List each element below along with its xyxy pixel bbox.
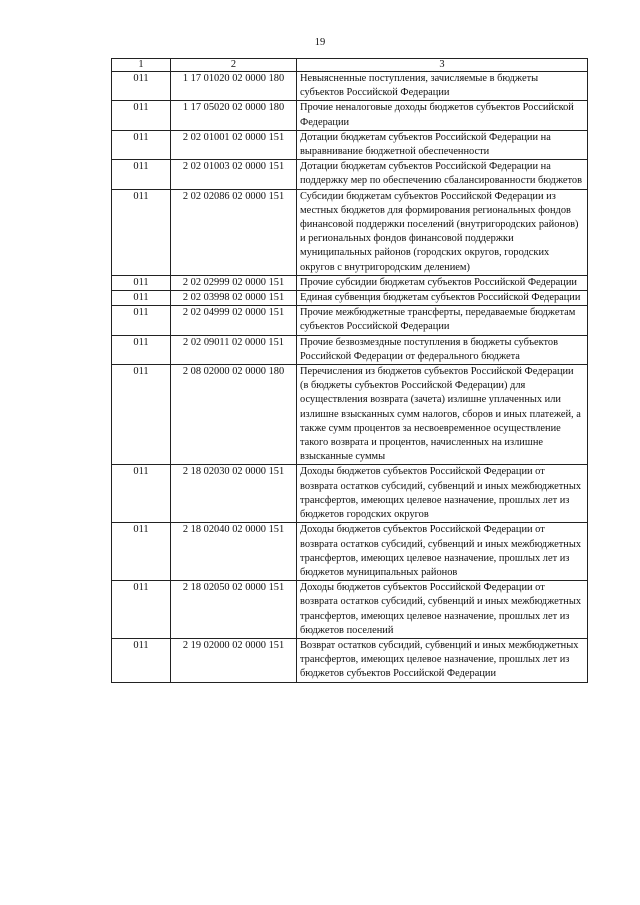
column-header-3: 3 bbox=[297, 59, 588, 72]
budget-code-cell: 2 02 01001 02 0000 151 bbox=[171, 130, 297, 159]
admin-code-cell: 011 bbox=[112, 365, 171, 465]
table-body bbox=[112, 72, 588, 683]
admin-code-cell: 011 bbox=[112, 160, 171, 189]
budget-code-cell: 2 02 02086 02 0000 151 bbox=[171, 189, 297, 275]
revenue-name-cell: Единая субвенция бюджетам субъектов Российской Федерации bbox=[297, 291, 588, 306]
column-header-1: 1 bbox=[112, 59, 171, 72]
revenue-name-cell: Прочие безвозмездные поступления в бюджеты субъектов Российской Федерации от федерального бюджета bbox=[297, 335, 588, 364]
revenue-codes-table bbox=[111, 58, 588, 683]
revenue-name-cell: Возврат остатков субсидий, субвенций и иных межбюджетных трансфертов, имеющих целевое назначение, прошлых лет из бюджетов субъектов Российской Федерации bbox=[297, 638, 588, 682]
budget-code-cell: 2 02 04999 02 0000 151 bbox=[171, 306, 297, 335]
admin-code-cell: 011 bbox=[112, 291, 171, 306]
table-header-row bbox=[112, 59, 588, 72]
revenue-name-cell: Перечисления из бюджетов субъектов Российской Федерации (в бюджеты субъектов Российской Федерации) для осуществления возврата (зачета) излишне уплаченных или излишне взысканных сумм налогов, сборов и иных платежей, а также сумм процентов за несвоевременное осуществление такого возврата и процентов, начисленных на излишне взысканные суммы bbox=[297, 365, 588, 465]
table-row bbox=[112, 189, 588, 275]
table-row bbox=[112, 291, 588, 306]
table-row bbox=[112, 72, 588, 101]
admin-code-cell: 011 bbox=[112, 130, 171, 159]
revenue-name-cell: Прочие межбюджетные трансферты, передаваемые бюджетам субъектов Российской Федерации bbox=[297, 306, 588, 335]
revenue-name-cell: Дотации бюджетам субъектов Российской Федерации на поддержку мер по обеспечению сбалансированности бюджетов bbox=[297, 160, 588, 189]
admin-code-cell: 011 bbox=[112, 189, 171, 275]
revenue-name-cell: Доходы бюджетов субъектов Российской Федерации от возврата остатков субсидий, субвенций и иных межбюджетных трансфертов, имеющих целевое назначение, прошлых лет из бюджетов поселений bbox=[297, 581, 588, 639]
page-number: 19 bbox=[314, 37, 326, 48]
admin-code-cell: 011 bbox=[112, 638, 171, 682]
revenue-name-cell: Невыясненные поступления, зачисляемые в бюджеты субъектов Российской Федерации bbox=[297, 72, 588, 101]
admin-code-cell: 011 bbox=[112, 335, 171, 364]
budget-code-cell: 2 02 09011 02 0000 151 bbox=[171, 335, 297, 364]
table-row bbox=[112, 306, 588, 335]
revenue-name-cell: Дотации бюджетам субъектов Российской Федерации на выравнивание бюджетной обеспеченности bbox=[297, 130, 588, 159]
admin-code-cell: 011 bbox=[112, 523, 171, 581]
budget-code-cell: 2 18 02030 02 0000 151 bbox=[171, 465, 297, 523]
table-row bbox=[112, 465, 588, 523]
admin-code-cell: 011 bbox=[112, 72, 171, 101]
revenue-name-cell: Доходы бюджетов субъектов Российской Федерации от возврата остатков субсидий, субвенций и иных межбюджетных трансфертов, имеющих целевое назначение, прошлых лет из бюджетов муниципальных районов bbox=[297, 523, 588, 581]
table-row bbox=[112, 101, 588, 130]
revenue-name-cell: Прочие неналоговые доходы бюджетов субъектов Российской Федерации bbox=[297, 101, 588, 130]
admin-code-cell: 011 bbox=[112, 581, 171, 639]
budget-code-cell: 1 17 05020 02 0000 180 bbox=[171, 101, 297, 130]
admin-code-cell: 011 bbox=[112, 465, 171, 523]
table-row bbox=[112, 335, 588, 364]
budget-code-cell: 2 02 03998 02 0000 151 bbox=[171, 291, 297, 306]
table-row bbox=[112, 638, 588, 682]
budget-code-cell: 2 18 02050 02 0000 151 bbox=[171, 581, 297, 639]
column-header-2: 2 bbox=[171, 59, 297, 72]
admin-code-cell: 011 bbox=[112, 101, 171, 130]
budget-code-cell: 2 02 02999 02 0000 151 bbox=[171, 275, 297, 290]
budget-code-cell: 2 18 02040 02 0000 151 bbox=[171, 523, 297, 581]
revenue-name-cell: Субсидии бюджетам субъектов Российской Федерации из местных бюджетов для формирования региональных фондов финансовой поддержки поселений (внутригородских районов) и региональных фондов финансовой поддержки муниципальных районов (городских округов, городских округов с внутригородским делением) bbox=[297, 189, 588, 275]
budget-code-cell: 2 19 02000 02 0000 151 bbox=[171, 638, 297, 682]
budget-code-cell: 1 17 01020 02 0000 180 bbox=[171, 72, 297, 101]
table-row bbox=[112, 130, 588, 159]
table-row bbox=[112, 523, 588, 581]
revenue-name-cell: Прочие субсидии бюджетам субъектов Российской Федерации bbox=[297, 275, 588, 290]
admin-code-cell: 011 bbox=[112, 275, 171, 290]
admin-code-cell: 011 bbox=[112, 306, 171, 335]
revenue-name-cell: Доходы бюджетов субъектов Российской Федерации от возврата остатков субсидий, субвенций и иных межбюджетных трансфертов, имеющих целевое назначение, прошлых лет из бюджетов городских округов bbox=[297, 465, 588, 523]
table-row bbox=[112, 160, 588, 189]
budget-code-cell: 2 02 01003 02 0000 151 bbox=[171, 160, 297, 189]
table-row bbox=[112, 275, 588, 290]
table-row bbox=[112, 581, 588, 639]
table-row bbox=[112, 365, 588, 465]
budget-code-cell: 2 08 02000 02 0000 180 bbox=[171, 365, 297, 465]
